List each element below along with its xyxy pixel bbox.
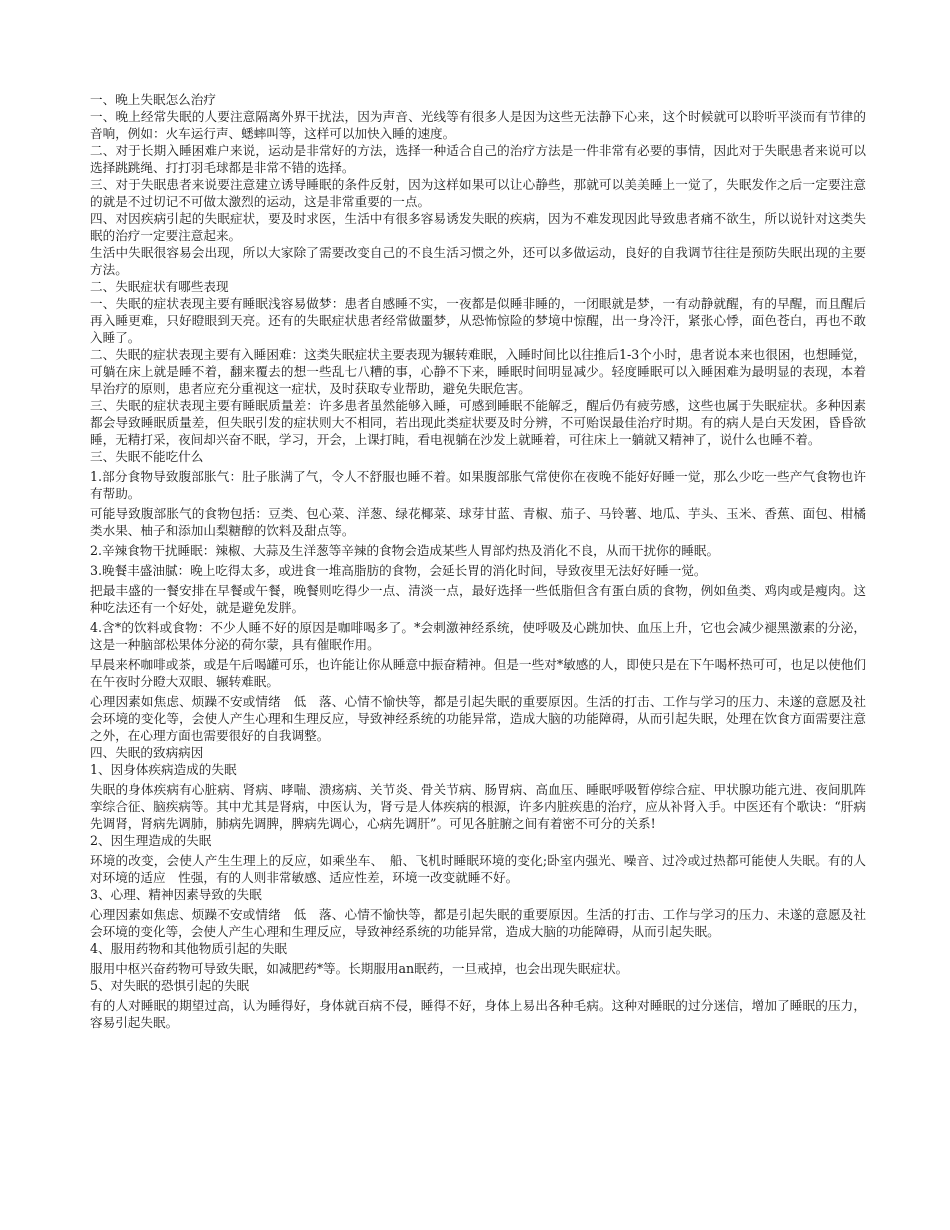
paragraph: 2.辛辣食物干扰睡眠：辣椒、大蒜及生洋葱等辛辣的食物会造成某些人胃部灼热及消化不良，从而干扰你的睡眠。: [90, 543, 720, 558]
paragraph: 把最丰盛的一餐安排在早餐或午餐，晚餐则吃得少一点、清淡一点，最好选择一些低脂但含有蛋白质的食物，例如鱼类、鸡肉或是瘦肉。这种吃法还有一个好处，就是避免发胖。: [90, 583, 866, 615]
section-heading: 一、晚上失眠怎么治疗: [90, 92, 216, 107]
paragraph: 3.晚餐丰盛油腻：晚上吃得太多，或进食一堆高脂肪的食物，会延长胃的消化时间，导致夜里无法好好睡一觉。: [90, 563, 707, 578]
section-heading: 3、心理、精神因素导致的失眠: [90, 887, 262, 902]
section-heading: 1、因身体疾病造成的失眠: [90, 762, 237, 777]
paragraph: 一、晚上经常失眠的人要注意隔离外界干扰法，因为声音、光线等有很多人是因为这些无法静下心来，这个时候就可以聆听平淡而有节律的音响，例如：火车运行声、蟋蟀叫等，这样可以加快入睡的速度。: [90, 109, 866, 141]
section-heading: 二、失眠症状有哪些表现: [90, 279, 229, 294]
document-body: [90, 91, 879, 1031]
section-heading: 四、失眠的致病病因: [90, 745, 204, 760]
paragraph: 四、对因疾病引起的失眠症状，要及时求医，生活中有很多容易诱发失眠的疾病，因为不难发现因此导致患者痛不欲生，所以说针对这类失眠的治疗一定要注意起来。: [90, 211, 866, 243]
paragraph: 三、对于失眠患者来说要注意建立诱导睡眠的条件反射，因为这样如果可以让心静些，那就可以美美睡上一觉了，失眠发作之后一定要注意的就是不过切记不可做太激烈的运动，这是非常重要的一点。: [90, 177, 866, 209]
paragraph: 4.含*的饮料或食物：不少人睡不好的原因是咖啡喝多了。*会刺激神经系统，使呼吸及心跳加快、血压上升，它也会减少褪黑激素的分泌，这是一种脑部松果体分泌的荷尔蒙，具有催眠作用。: [90, 620, 866, 652]
paragraph: 二、对于长期入睡困难户来说，运动是非常好的方法，选择一种适合自己的治疗方法是一件非常有必要的事情，因此对于失眠患者来说可以选择跳跳绳、打打羽毛球都是非常不错的选择。: [90, 143, 866, 175]
paragraph: 服用中枢兴奋药物可导致失眠，如减肥药*等。长期服用an眠药，一旦戒掉，也会出现失眠症状。: [90, 961, 629, 976]
section-heading: 2、因生理造成的失眠: [90, 833, 212, 848]
paragraph: 一、失眠的症状表现主要有睡眠浅容易做梦：患者自感睡不实，一夜都是似睡非睡的，一闭眼就是梦，一有动静就醒，有的早醒，而且醒后再入睡更难，只好瞪眼到天亮。还有的失眠症状患者经常做噩梦，从恐怖惊险的梦境中惊醒，出一身冷汗，紧张心悸，面色苍白，再也不敢入睡了。: [90, 296, 866, 345]
paragraph: 二、失眠的症状表现主要有入睡困难：这类失眠症状主要表现为辗转难眠，入睡时间比以往推后1-3个小时，患者说本来也很困，也想睡觉，可躺在床上就是睡不着，翻来覆去的想一些乱七八糟的事，心静不下来，睡眠时间明显减少。轻度睡眠可以入睡困难为最明显的表现，本着早治疗的原则，患者应充分重视这一症状，及时获取专业帮助，避免失眠危害。: [90, 347, 866, 396]
paragraph: 心理因素如焦虑、烦躁不安或情绪 低 落、心情不愉快等，都是引起失眠的重要原因。生活的打击、工作与学习的压力、未遂的意愿及社会环境的变化等，会使人产生心理和生理反应，导致神经系统的功能异常，造成大脑的功能障碍，从而引起失眠。: [90, 907, 866, 939]
paragraph: 1.部分食物导致腹部胀气：肚子胀满了气，令人不舒服也睡不着。如果腹部胀气常使你在夜晚不能好好睡一觉，那么少吃一些产气食物也许有帮助。: [90, 469, 866, 501]
paragraph: 心理因素如焦虑、烦躁不安或情绪 低 落、心情不愉快等，都是引起失眠的重要原因。生活的打击、工作与学习的压力、未遂的意愿及社会环境的变化等，会使人产生心理和生理反应，导致神经系统的功能异常，造成大脑的功能障碍，从而引起失眠，处理在饮食方面需要注意之外，在心理方面也需要很好的自我调整。: [90, 694, 866, 743]
section-heading: 4、服用药物和其他物质引起的失眠: [90, 941, 287, 956]
paragraph: 生活中失眠很容易会出现，所以大家除了需要改变自己的不良生活习惯之外，还可以多做运动，良好的自我调节往往是预防失眠出现的主要方法。: [90, 245, 866, 277]
paragraph: 环境的改变，会使人产生生理上的反应，如乘坐车、 船、飞机时睡眠环境的变化;卧室内强光、噪音、过冷或过热都可能使人失眠。有的人对环境的适应 性强，有的人则非常敏感、适应性差，环境一改变就睡不好。: [90, 853, 866, 885]
paragraph: 三、失眠的症状表现主要有睡眠质量差：许多患者虽然能够入睡，可感到睡眠不能解乏，醒后仍有疲劳感，这些也属于失眠症状。多种因素都会导致睡眠质量差，但失眠引发的症状则大不相同，若出现此类症状要及时分辨，不可贻误最佳治疗时期。有的病人是白天发困，昏昏欲睡，无精打采，夜间却兴奋不眠，学习，开会，上课打盹，看电视躺在沙发上就睡着，可往床上一躺就又精神了，说什么也睡不着。: [90, 398, 866, 447]
paragraph: 早晨来杯咖啡或茶，或是午后喝罐可乐，也许能让你从睡意中振奋精神。但是一些对*敏感的人，即使只是在下午喝杯热可可，也足以使他们在午夜时分瞪大双眼、辗转难眠。: [90, 657, 866, 689]
paragraph: 可能导致腹部胀气的食物包括：豆类、包心菜、洋葱、绿花椰菜、球芽甘蓝、青椒、茄子、马铃薯、地瓜、芋头、玉米、香蕉、面包、柑橘类水果、柚子和添加山梨糖醇的饮料及甜点等。: [90, 506, 866, 538]
paragraph: 失眠的身体疾病有心脏病、肾病、哮喘、溃疡病、关节炎、骨关节病、肠胃病、高血压、睡眠呼吸暂停综合症、甲状腺功能亢进、夜间肌阵 挛综合征、脑疾病等。其中尤其是肾病，中医认为，肾亏是人体疾病的根源，许多内脏疾患的治疗，应从补肾入手。中医还有个歌诀：“肝病先调肾，肾病先调肺，肺病先调脾，脾病先调心，心病先调肝”。可见各脏腑之间有着密不可分的关系!: [90, 782, 879, 831]
section-heading: 5、对失眠的恐惧引起的失眠: [90, 978, 250, 993]
paragraph: 有的人对睡眠的期望过高，认为睡得好，身体就百病不侵，睡得不好，身体上易出各种毛病。这种对睡眠的过分迷信，增加了睡眠的压力，容易引起失眠。: [90, 998, 866, 1030]
section-heading: 三、失眠不能吃什么: [90, 449, 204, 464]
